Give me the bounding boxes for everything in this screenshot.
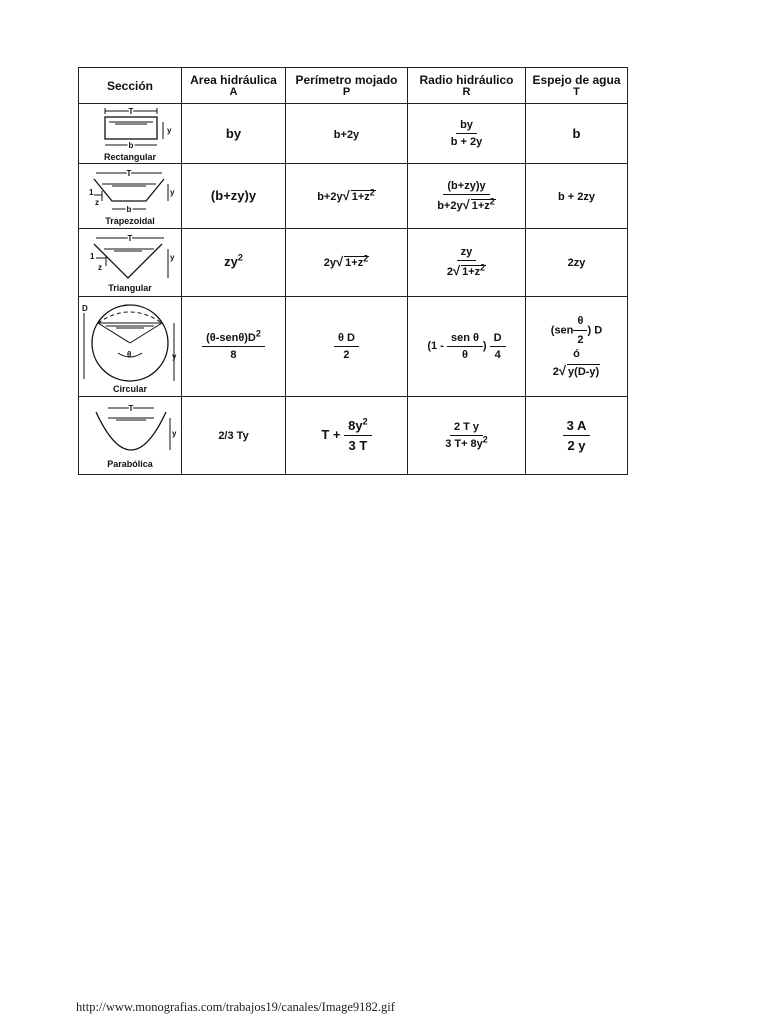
area-triangular: $zy^2$: [182, 229, 286, 296]
parabolic-section-diagram: [84, 402, 176, 458]
triangular-section-diagram: [84, 232, 176, 282]
row-trapezoidal: [79, 164, 628, 229]
rectangular-section-diagram: [85, 105, 175, 151]
svg-text:y: y: [170, 187, 175, 197]
perimetro-trapezoidal: b+2y√ $1+z^2$: [286, 164, 408, 229]
svg-text:y: y: [172, 428, 177, 438]
radio-parabolica: $\frac{\text{2 T y}}{3 T+ 8y^2}$: [408, 396, 526, 474]
espejo-rectangular: b: [526, 104, 628, 164]
espejo-trapezoidal: b + 2zy: [526, 164, 628, 229]
diagram-label-T: T: [128, 107, 134, 117]
svg-text:T: T: [128, 403, 134, 413]
section-rectangular: [79, 104, 182, 164]
section-name-circular: Circular: [112, 383, 147, 394]
hydraulic-sections-table: [78, 67, 627, 475]
header-seccion: Sección: [79, 68, 182, 104]
area-parabolica: 2/3 Ty: [182, 396, 286, 474]
section-circular: [79, 296, 182, 396]
svg-text:D: D: [82, 303, 88, 313]
espejo-triangular: 2zy: [526, 229, 628, 296]
header-radio: Radio hidráulico R: [408, 68, 526, 104]
svg-text:z: z: [98, 262, 102, 272]
radio-circular: (1 - $\frac{\text{sen θ}}{\theta}$ ) $\frac{D}{4}$: [408, 296, 526, 396]
row-parabolica: [79, 396, 628, 474]
svg-text:θ: θ: [127, 349, 132, 359]
section-name-rectangular: Rectangular: [103, 152, 156, 163]
header-perimetro: Perímetro mojado P: [286, 68, 408, 104]
radio-trapezoidal: $\frac{(b+zy)y}{b+2y√ 1+z^2}$: [408, 164, 526, 229]
svg-text:b: b: [126, 204, 132, 214]
trapezoidal-section-diagram: [84, 167, 176, 215]
svg-text:T: T: [126, 168, 132, 178]
espejo-parabolica: $\frac{3 A}{2 y}$: [526, 396, 628, 474]
section-name-parabolica: Parabólica: [107, 458, 153, 469]
svg-text:y: y: [172, 351, 177, 361]
hydraulic-table: [78, 67, 628, 475]
circular-section-diagram: [80, 299, 180, 383]
header-espejo: Espejo de agua T: [526, 68, 628, 104]
svg-text:z: z: [95, 197, 99, 207]
espejo-circular: (sen $\frac{\theta}{2}$ ) D ó 2√ y(D-y): [526, 296, 628, 396]
row-rectangular: [79, 104, 628, 164]
area-rectangular: by: [182, 104, 286, 164]
section-name-triangular: Triangular: [108, 282, 152, 293]
perimetro-rectangular: b+2y: [286, 104, 408, 164]
svg-text:1: 1: [89, 187, 94, 197]
section-triangular: [79, 229, 182, 296]
perimetro-circular: $\frac{\text{θ D}}{2}$: [286, 296, 408, 396]
perimetro-triangular: 2y√ $1+z^2$: [286, 229, 408, 296]
section-parabolica: [79, 396, 182, 474]
svg-text:1: 1: [90, 251, 95, 261]
radio-rectangular: $\frac{by}{b + 2y}$: [408, 104, 526, 164]
radio-triangular: $\frac{zy}{2√ 1+z^2}$: [408, 229, 526, 296]
perimetro-parabolica: T + $\frac{8y^2}{3 T}$: [286, 396, 408, 474]
header-area: Area hidráulica A: [182, 68, 286, 104]
footer-url: http://www.monografias.com/trabajos19/canales/Image9182.gif: [76, 1000, 395, 1014]
row-triangular: [79, 229, 628, 296]
diagram-label-b: b: [128, 141, 134, 151]
area-circular: $\frac{(\theta-sen\theta)D^2}{8}$: [182, 296, 286, 396]
section-trapezoidal: [79, 164, 182, 229]
area-trapezoidal: (b+zy)y: [182, 164, 286, 229]
svg-text:y: y: [170, 252, 175, 262]
header-row: [79, 68, 628, 104]
section-name-trapezoidal: Trapezoidal: [105, 215, 155, 226]
svg-text:T: T: [127, 233, 133, 243]
diagram-label-y: y: [167, 126, 172, 136]
row-circular: [79, 296, 628, 396]
